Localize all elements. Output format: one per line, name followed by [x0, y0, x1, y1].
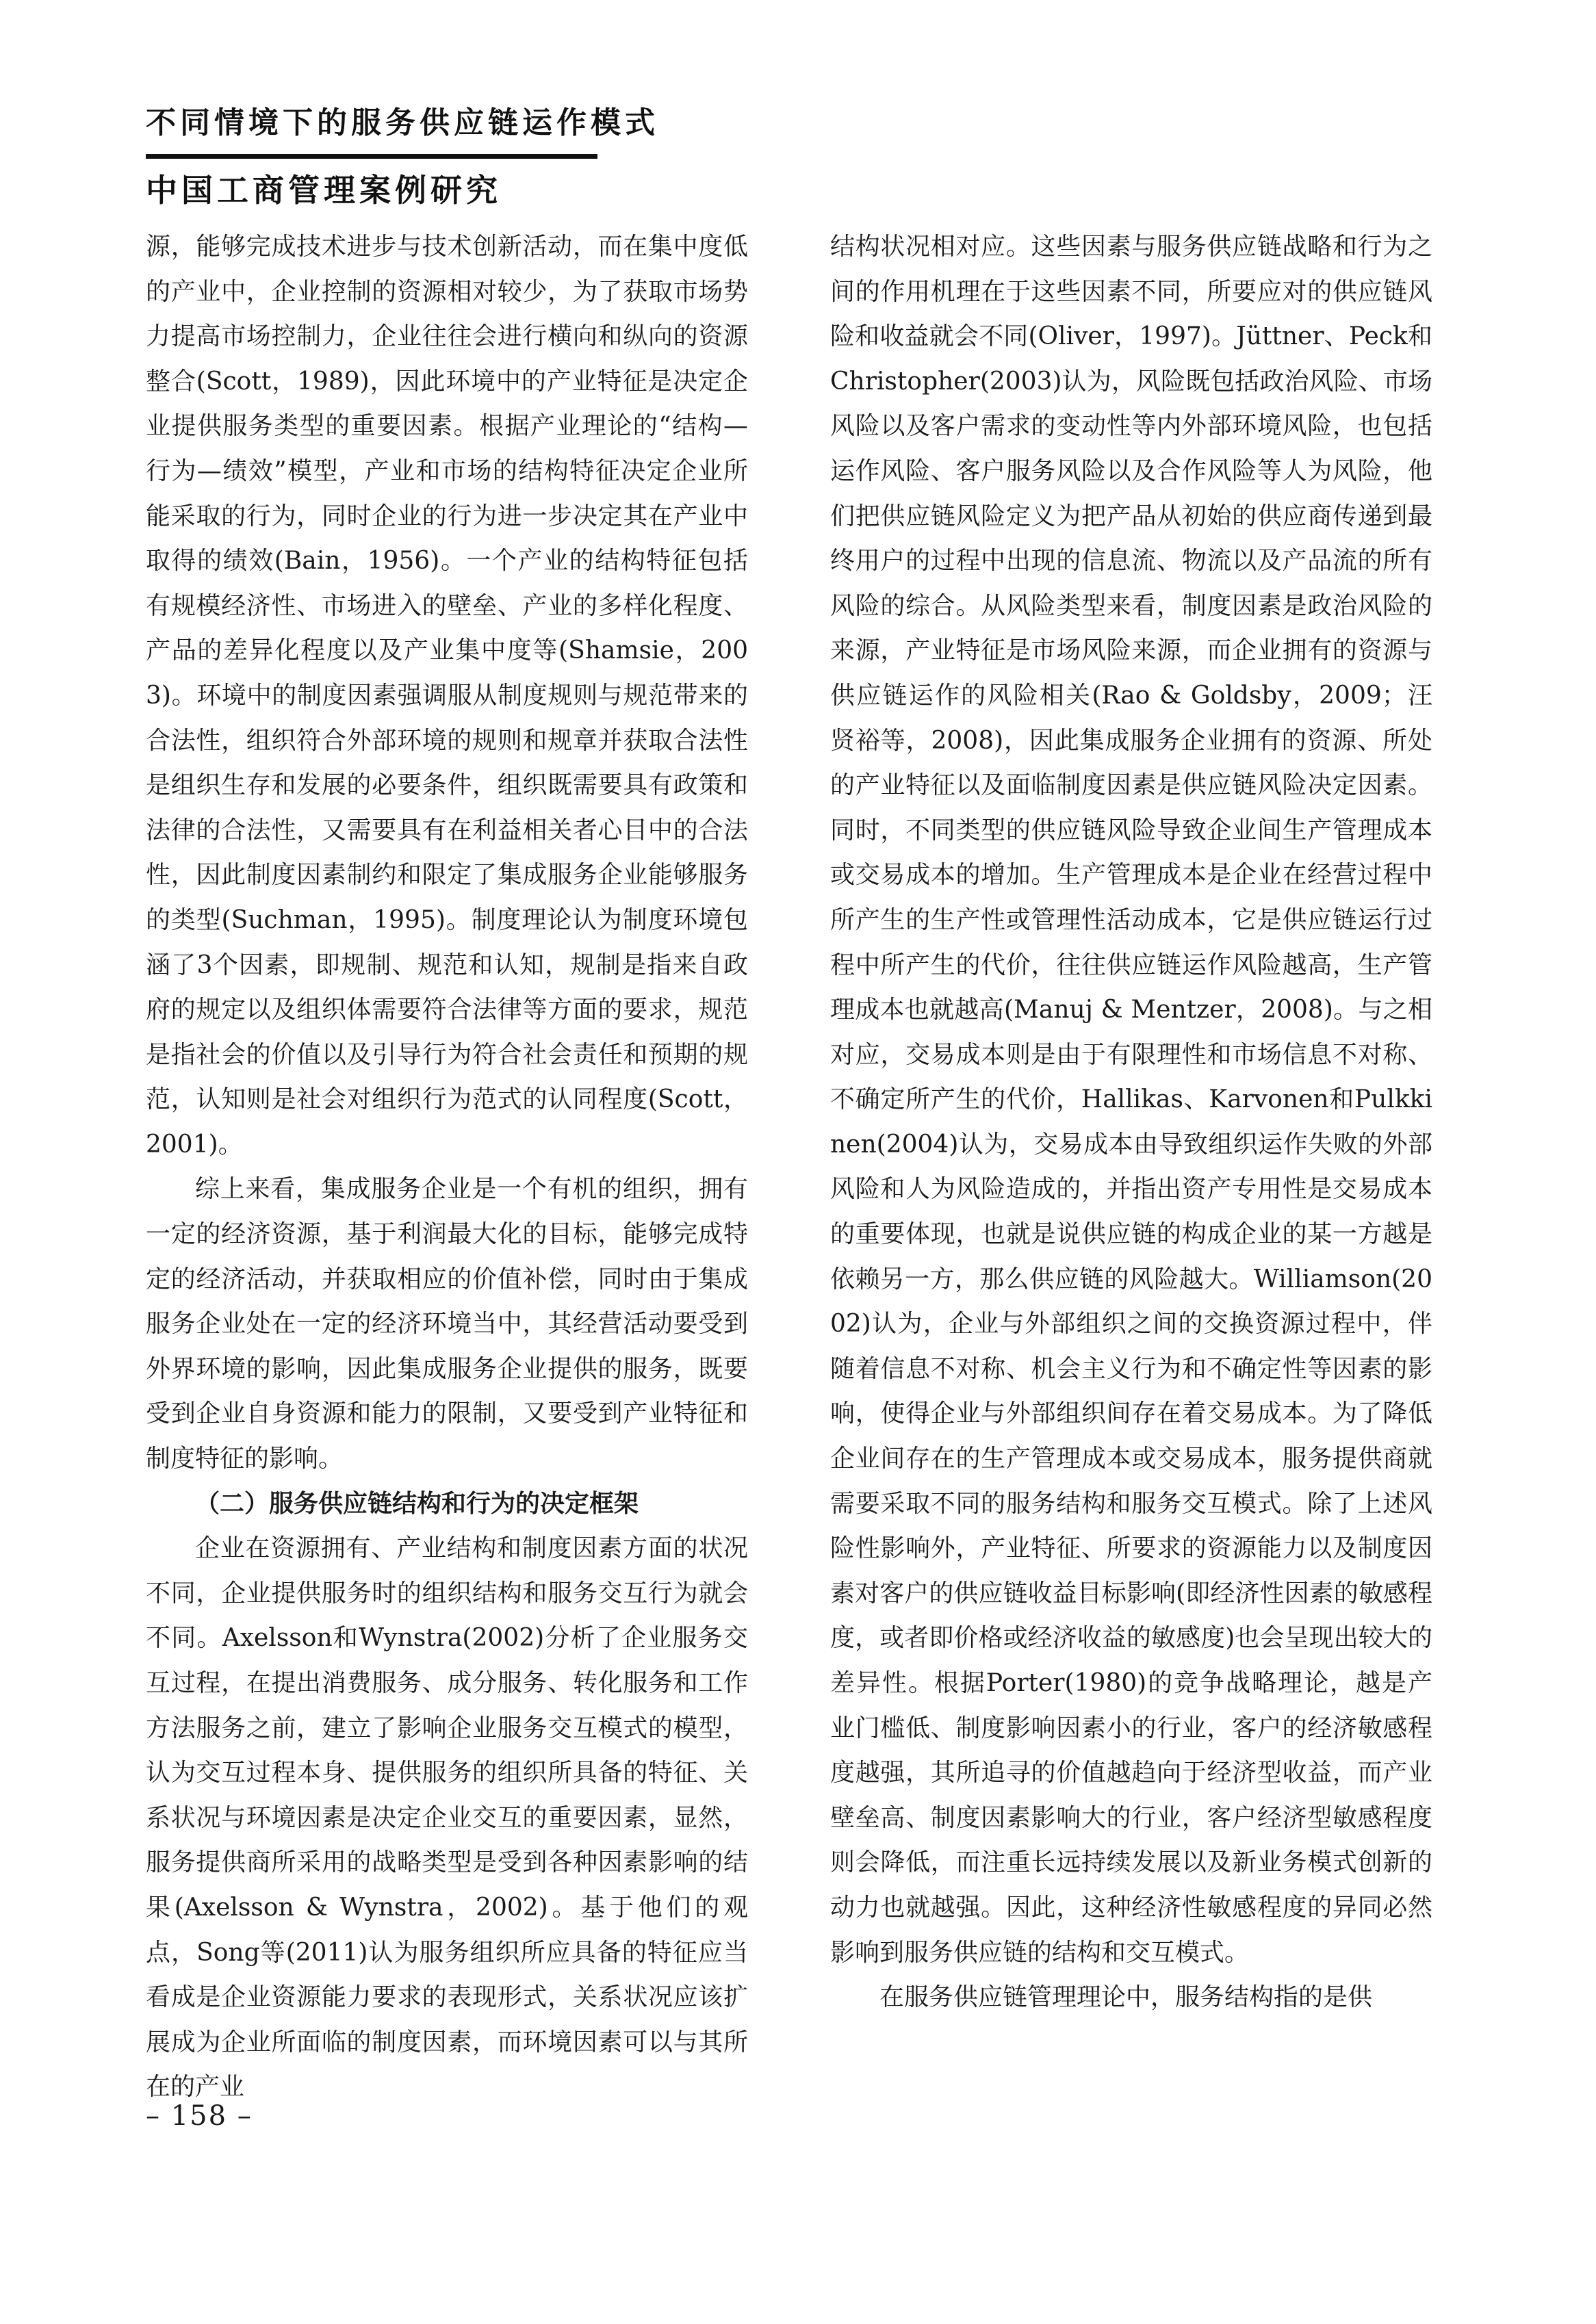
left-column [146, 224, 748, 2110]
page-number: – 158 – [146, 2100, 253, 2132]
left-paragraph-3: 企业在资源拥有、产业结构和制度因素方面的状况不同，企业提供服务时的组织结构和服务交互行为就会不同。Axelsson和Wynstra(2002)分析了企业服务交互过程，在提出消费服务、成分服务、转化服务和工作方法服务之前，建立了影响企业服务交互模式的模型，认为交互过程本身、提供服务的组织所具备的特征、关系状况与环境因素是决定企业交互的重要因素，显然，服务提供商所采用的战略类型是受到各种因素影响的结果(Axelsson & Wynstra，2002)。基于他们的观点，Song等(2011)认为服务组织所应具备的特征应当看成是企业资源能力要求的表现形式，关系状况应该扩展成为企业所面临的制度因素，而环境因素可以与其所在的产业 [146, 1534, 748, 2102]
section-heading: （二）服务供应链结构和行为的决定框架 [195, 1489, 639, 1518]
right-paragraph-1: 结构状况相对应。这些因素与服务供应链战略和行为之间的作用机理在于这些因素不同，所要应对的供应链风险和收益就会不同(Oliver，1997)。Jüttner、Peck和Christopher(2003)认为，风险既包括政治风险、市场风险以及客户需求的变动性等内外部环境风险，也包括运作风险、客户服务风险以及合作风险等人为风险，他们把供应链风险定义为把产品从初始的供应商传递到最终用户的过程中出现的信息流、物流以及产品流的所有风险的综合。从风险类型来看，制度因素是政治风险的来源，产业特征是市场风险来源，而企业拥有的资源与供应链运作的风险相关(Rao & Goldsby，2009；汪贤裕等，2008)，因此集成服务企业拥有的资源、所处的产业特征以及面临制度因素是供应链风险决定因素。同时，不同类型的供应链风险导致企业间生产管理成本或交易成本的增加。生产管理成本是企业在经营过程中所产生的生产性或管理性活动成本，它是供应链运行过程中所产生的代价，往往供应链运作风险越高，生产管理成本也就越高(Manuj & Mentzer，2008)。与之相对应，交易成本则是由于有限理性和市场信息不对称、不确定所产生的代价，Hallikas、Karvonen和Pulkkinen(2004)认为，交易成本由导致组织运作失败的外部风险和人为风险造成的，并指出资产专用性是交易成本的重要体现，也就是说供应链的构成企业的某一方越是依赖另一方，那么供应链的风险越大。Williamson(2002)认为，企业与外部组织之间的交换资源过程中，伴随着信息不对称、机会主义行为和不确定性等因素的影响，使得企业与外部组织间存在着交易成本。为了降低企业间存在的生产管理成本或交易成本，服务提供商就需要采取不同的服务结构和服务交互模式。除了上述风险性影响外，产业特征、所要求的资源能力以及制度因素对客户的供应链收益目标影响(即经济性因素的敏感程度，或者即价格或经济收益的敏感度)也会呈现出较大的差异性。根据Porter(1980)的竞争战略理论，越是产业门槛低、制度影响因素小的行业，客户的经济敏感程度越强，其所追寻的价值越趋向于经济型收益，而产业壁垒高、制度因素影响大的行业，客户经济型敏感程度则会降低，而注重长远持续发展以及新业务模式创新的动力也就越强。因此，这种经济性敏感程度的异同必然影响到服务供应链的结构和交互模式。 [830, 233, 1432, 1967]
left-paragraph-2: 综上来看，集成服务企业是一个有机的组织，拥有一定的经济资源，基于利润最大化的目标，能够完成特定的经济活动，并获取相应的价值补偿，同时由于集成服务企业处在一定的经济环境当中，其经营活动要受到外界环境的影响，因此集成服务企业提供的服务，既要受到企业自身资源和能力的限制，又要受到产业特征和制度特征的影响。 [146, 1175, 748, 1473]
right-paragraph-2: 在服务供应链管理理论中，服务结构指的是供 [879, 1983, 1373, 2012]
left-paragraph-1: 源，能够完成技术进步与技术创新活动，而在集中度低的产业中，企业控制的资源相对较少，为了获取市场势力提高市场控制力，企业往往会进行横向和纵向的资源整合(Scott，1989)，因此环境中的产业特征是决定企业提供服务类型的重要因素。根据产业理论的“结构—行为—绩效”模型，产业和市场的结构特征决定企业所能采取的行为，同时企业的行为进一步决定其在产业中取得的绩效(Bain，1956)。一个产业的结构特征包括有规模经济性、市场进入的壁垒、产业的多样化程度、产品的差异化程度以及产业集中度等(Shamsie，2003)。环境中的制度因素强调服从制度规则与规范带来的合法性，组织符合外部环境的规则和规章并获取合法性是组织生存和发展的必要条件，组织既需要具有政策和法律的合法性，又需要具有在利益相关者心目中的合法性，因此制度因素制约和限定了集成服务企业能够服务的类型(Suchman，1995)。制度理论认为制度环境包涵了3个因素，即规制、规范和认知，规制是指来自政府的规定以及组织体需要符合法律等方面的要求，规范是指社会的价值以及引导行为符合社会责任和预期的规范，认知则是社会对组织行为范式的认同程度(Scott，2001)。 [146, 233, 748, 1159]
header-rule [146, 154, 597, 159]
right-column [830, 224, 1432, 2020]
series-title: 不同情境下的服务供应链运作模式 [146, 105, 659, 140]
journal-title: 中国工商管理案例研究 [146, 172, 502, 209]
running-header [146, 103, 1104, 144]
